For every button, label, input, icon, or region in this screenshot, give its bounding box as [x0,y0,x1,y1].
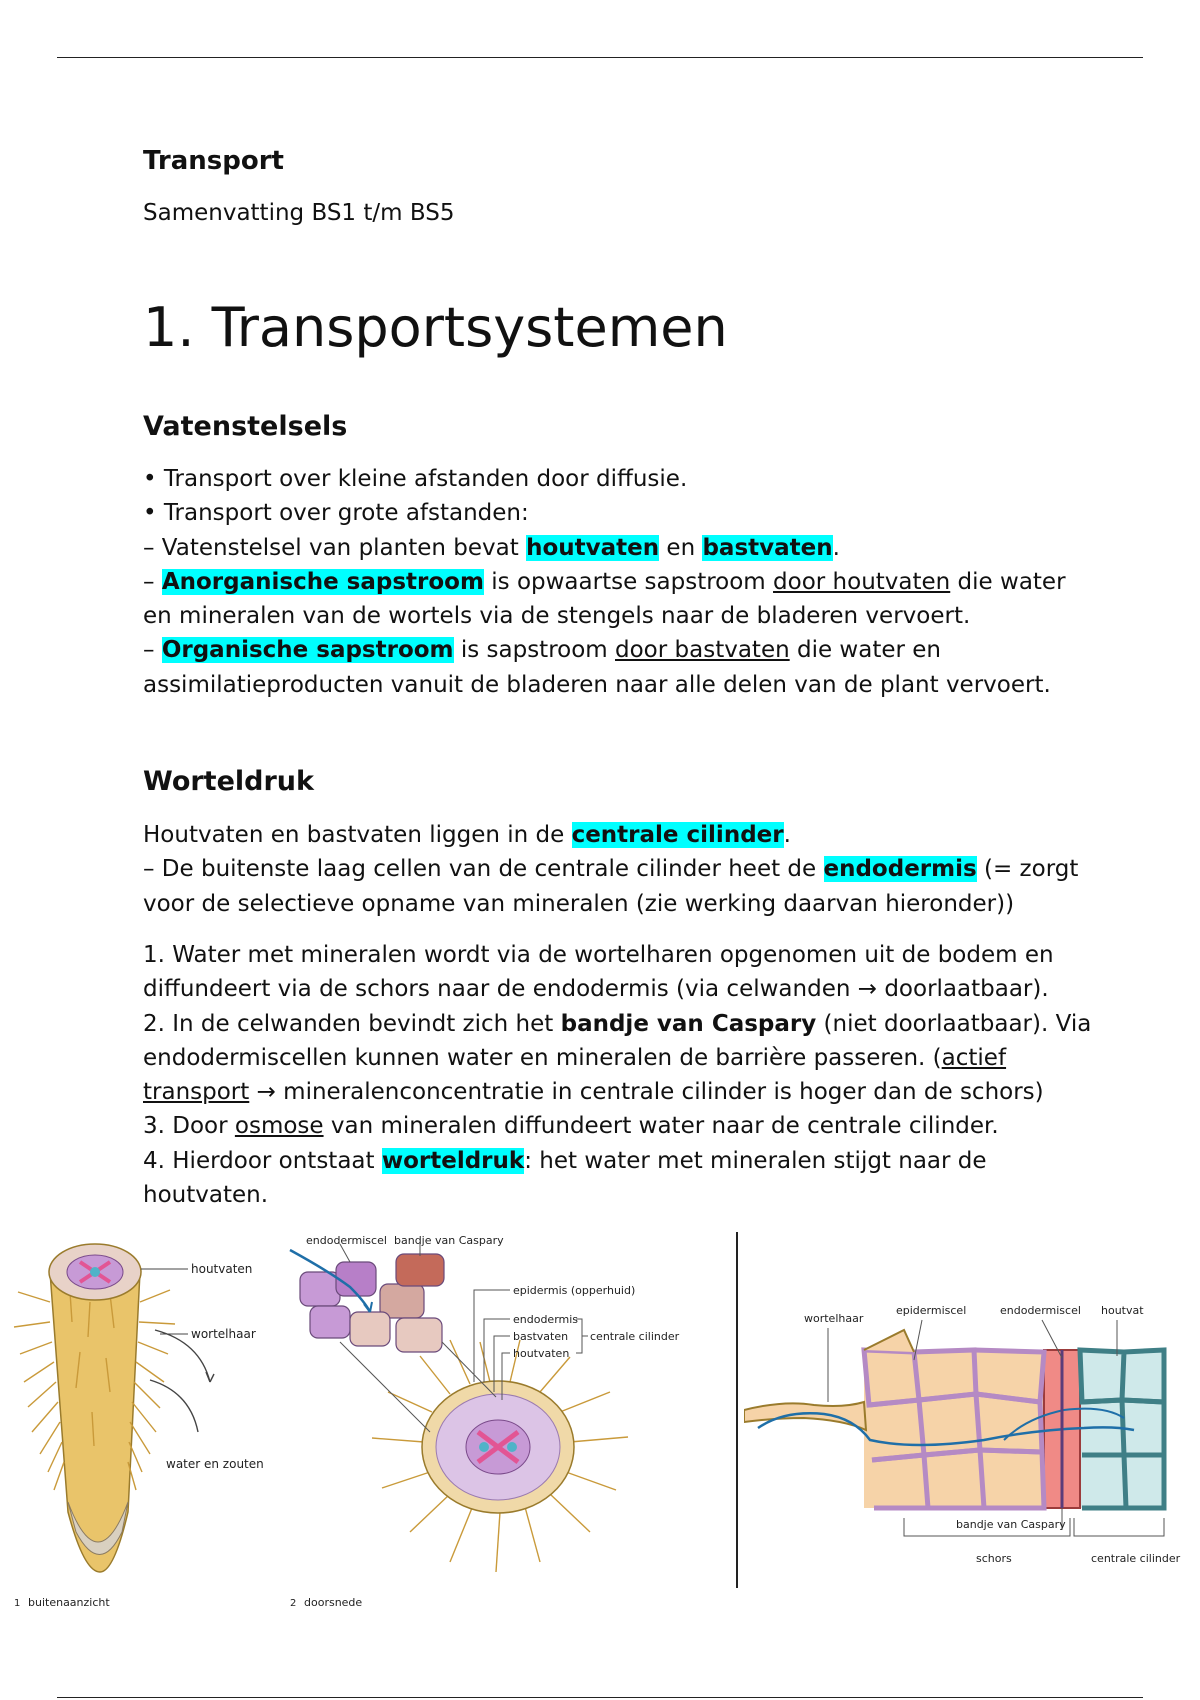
chapter-heading: 1. Transportsystemen [143,296,728,359]
section-heading-worteldruk: Worteldruk [143,766,314,797]
label-bandje-van-caspary: bandje van Caspary [394,1234,504,1247]
label-wortelhaar: wortelhaar [191,1327,256,1341]
bold-term: bandje van Caspary [560,1010,817,1037]
highlight-term: worteldruk [381,1147,525,1174]
highlight-term: Anorganische sapstroom [161,568,484,595]
bottom-rule [57,1697,1143,1698]
text-line: – De buitenste laag cellen van de centrale cilinder heet de endodermis (= zorgt [143,856,1079,883]
text-line: • Transport over grote afstanden: [143,500,529,527]
label-houtvaten-2: houtvaten [513,1347,570,1360]
text-line: diffundeert via de schors naar de endodermis (via celwanden → doorlaatbaar). [143,976,1049,1003]
document-subtitle: Samenvatting BS1 t/m BS5 [143,200,455,226]
text-line: – Organische sapstroom is sapstroom door bastvaten die water en [143,637,942,664]
text-line: 2. In de celwanden bevindt zich het bandje van Caspary (niet doorlaatbaar). Via [143,1010,1092,1037]
root-outside-illustration [14,1244,214,1572]
highlight-term: centrale cilinder [571,822,784,848]
cell-pathway-figure [744,1290,1194,1580]
text-line: – Vatenstelsel van planten bevat houtvaten en bastvaten. [143,534,840,561]
text-line: voor de selectieve opname van mineralen (zie werking daarvan hieronder)) [143,890,1015,917]
section-worteldruk-intro [143,818,1103,921]
figure-divider [736,1232,738,1588]
label-wortelhaar-right: wortelhaar [804,1312,864,1325]
top-rule [57,57,1143,58]
cell-pathway-illustration [744,1320,1164,1536]
label-centrale-cilinder: centrale cilinder [590,1330,680,1343]
label-epidermis: epidermis (opperhuid) [513,1284,636,1297]
label-water-en-zouten: water en zouten [166,1457,264,1471]
text-line: • Transport over kleine afstanden door diffusie. [143,466,688,492]
caption1: buitenaanzicht [28,1596,110,1609]
highlight-term: Organische sapstroom [161,637,454,664]
caption2: doorsnede [304,1596,363,1609]
text-line: endodermiscellen kunnen water en mineralen de barrière passeren. (actief [143,1044,1007,1071]
text-line: assimilatieproducten vanuit de bladeren naar alle delen van de plant vervoert. [143,671,1051,698]
label-houtvat: houtvat [1101,1304,1144,1317]
label-centrale-cilinder-right: centrale cilinder [1091,1552,1181,1565]
section-vatenstelsels-body [143,462,1103,702]
label-endodermiscel: endodermiscel [306,1234,387,1247]
underlined-text: door houtvaten [773,568,951,595]
section-worteldruk-steps [143,938,1103,1212]
text-line: transport → mineralenconcentratie in centrale cilinder is hoger dan de schors) [143,1079,1044,1106]
highlight-term: houtvaten [526,534,660,561]
underlined-text: door bastvaten [615,637,790,664]
caption2-number: 2 [290,1598,297,1609]
label-endodermiscel-right: endodermiscel [1000,1304,1081,1317]
label-epidermiscel: epidermiscel [896,1304,967,1317]
text-line: 3. Door osmose van mineralen diffundeert water naar de centrale cilinder. [143,1113,999,1140]
underlined-text: actief [941,1044,1007,1071]
label-bastvaten: bastvaten [513,1330,569,1343]
label-houtvaten: houtvaten [191,1262,253,1276]
text-line: 1. Water met mineralen wordt via de wortelharen opgenomen uit de bodem en [143,942,1054,968]
text-line: – Anorganische sapstroom is opwaartse sapstroom door houtvaten die water [143,568,1066,595]
caption1-number: 1 [14,1598,21,1609]
underlined-text: transport [143,1079,250,1106]
label-bandje-van-caspary-right: bandje van Caspary [956,1518,1066,1531]
label-endodermis: endodermis [513,1313,579,1326]
underlined-text: osmose [234,1113,324,1140]
section-heading-vatenstelsels: Vatenstelsels [143,411,348,442]
text-line: en mineralen van de wortels via de stengels naar de bladeren vervoert. [143,603,971,630]
text-line: 4. Hierdoor ontstaat worteldruk: het water met mineralen stijgt naar de [143,1147,987,1174]
highlight-term: endodermis [823,856,977,883]
root-diagram-figure [10,1232,730,1612]
text-line: houtvaten. [143,1182,269,1209]
document-title: Transport [143,146,284,176]
label-schors: schors [976,1552,1012,1565]
highlight-term: bastvaten [702,534,833,561]
text-line: Houtvaten en bastvaten liggen in de centrale cilinder. [143,822,791,848]
